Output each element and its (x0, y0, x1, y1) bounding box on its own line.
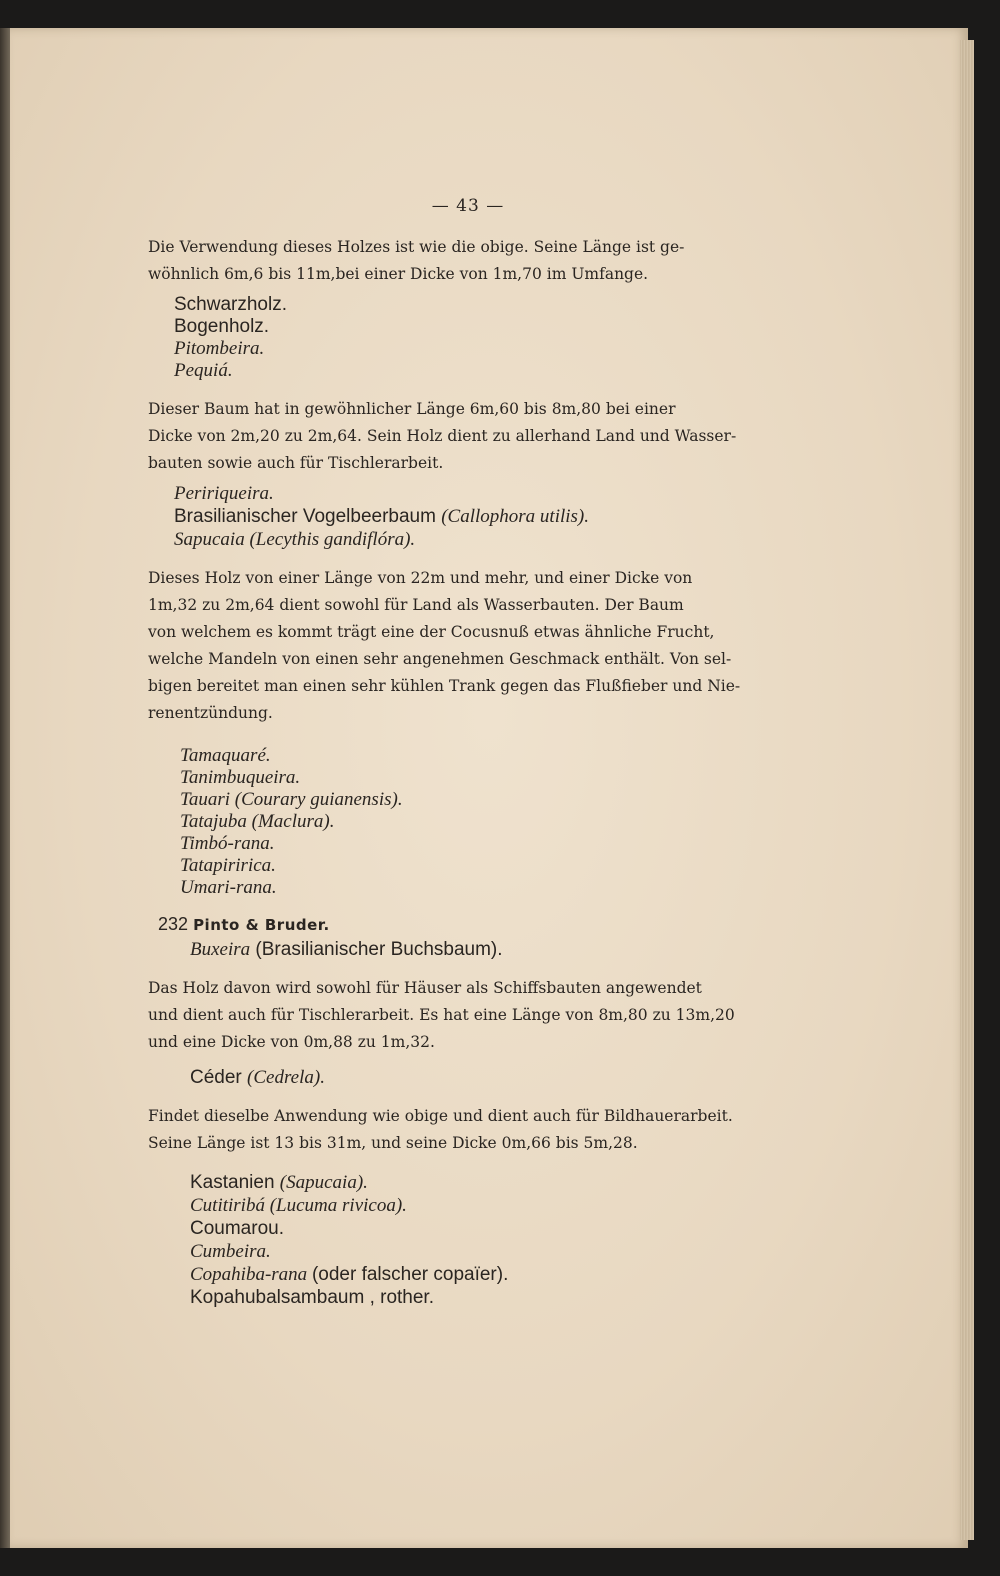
text-line: Seine Länge ist 13 bis 31m, und seine Dicke 0m,66 bis 5m,28. (148, 1134, 638, 1152)
exhibitor-heading (158, 913, 788, 936)
wood-list-1 (174, 294, 788, 382)
text-line: Dieser Baum hat in gewöhnlicher Länge 6m,60 bis 8m,80 bei einer (148, 400, 676, 418)
text-line: bauten sowie auch für Tischlerarbeit. (148, 454, 444, 472)
exhibitor-name: Pinto & Bruder. (193, 916, 330, 934)
text-line: und dient auch für Tischlerarbeit. Es hat eine Länge von 8m,80 zu 13m,20 (148, 1006, 735, 1024)
text-line: von welchem es kommt trägt eine der Cocusnuß etwas ähnliche Frucht, (148, 623, 715, 641)
exhibitor-number: 232 (158, 914, 189, 934)
text-line: welche Mandeln von einen sehr angenehmen Geschmack enthält. Von sel- (148, 650, 732, 668)
wood-list-2 (174, 483, 788, 551)
page-content (148, 196, 788, 1323)
list-item (190, 1263, 788, 1286)
list-item-latin: (Lucuma rivicoa). (269, 1195, 407, 1216)
list-item (190, 1066, 788, 1089)
wood-list-4 (190, 1171, 788, 1309)
text-line: 1m,32 zu 2m,64 dient sowohl für Land als Wasserbauten. Der Baum (148, 596, 684, 614)
page-edges (960, 40, 974, 1540)
list-item-latin: (Sapucaia). (279, 1172, 368, 1193)
list-item: Tamaquaré. (180, 745, 271, 766)
paragraph-buxeira (148, 975, 788, 1056)
paragraph-sapucaia (148, 565, 788, 727)
list-item-name: Copahiba-rana (190, 1264, 312, 1285)
list-item-name: Kastanien (190, 1172, 280, 1193)
paragraph-tree (148, 396, 788, 477)
ceder-entry (190, 1066, 788, 1089)
list-item-latin: (Lecythis gandiflóra). (249, 529, 416, 550)
list-item: Tatapiririca. (180, 855, 276, 876)
text-line: renentzündung. (148, 704, 273, 722)
list-item-name: Kopahubalsambaum , rother. (190, 1287, 434, 1308)
paragraph-usage (148, 234, 788, 288)
list-item: Pequiá. (174, 360, 233, 381)
text-line: Dieses Holz von einer Länge von 22m und mehr, und einer Dicke von (148, 569, 693, 587)
list-item-name: Buxeira (190, 939, 251, 960)
list-item-name: Coumarou. (190, 1218, 284, 1239)
list-item (190, 1171, 788, 1194)
list-item (190, 1217, 788, 1240)
list-item: Bogenholz. (174, 316, 270, 337)
list-item: Schwarzholz. (174, 294, 287, 315)
list-item: Peririqueira. (174, 483, 274, 504)
list-item-name: Sapucaia (174, 529, 250, 550)
text-line: Die Verwendung dieses Holzes ist wie die obige. Seine Länge ist ge- (148, 238, 685, 256)
text-line: Dicke von 2m,20 zu 2m,64. Sein Holz dient zu allerhand Land und Wasser- (148, 427, 737, 445)
list-item-latin: (Cedrela). (247, 1067, 325, 1088)
list-item: Timbó-rana. (180, 833, 275, 854)
list-item-name: Cumbeira. (190, 1241, 271, 1262)
list-item: Pitombeira. (174, 338, 265, 359)
list-item-latin: (Brasilianischer Buchsbaum). (250, 939, 503, 960)
text-line: wöhnlich 6m,6 bis 11m,bei einer Dicke von 1m,70 im Umfange. (148, 265, 649, 283)
list-item-name: Céder (190, 1067, 248, 1088)
list-item (174, 505, 788, 528)
wood-list-3 (180, 745, 788, 899)
buxeira-entry (190, 938, 788, 961)
list-item-latin: (oder falscher copaïer). (311, 1264, 509, 1285)
list-item-name: Brasilianischer Vogelbeerbaum (174, 506, 442, 527)
paragraph-ceder (148, 1103, 788, 1157)
list-item (190, 1240, 788, 1263)
list-item: Tanimbuqueira. (180, 767, 301, 788)
text-line: und eine Dicke von 0m,88 zu 1m,32. (148, 1033, 435, 1051)
list-item-name: Cutitiribá (190, 1195, 270, 1216)
list-item (190, 938, 788, 961)
list-item (190, 1194, 788, 1217)
list-item: Umari-rana. (180, 877, 277, 898)
list-item (190, 1286, 788, 1309)
list-item: Tatajuba (Maclura). (180, 811, 335, 832)
list-item: Tauari (Courary guianensis). (180, 789, 403, 810)
page-number: — 43 — (431, 196, 505, 216)
list-item (174, 528, 788, 551)
text-line: Das Holz davon wird sowohl für Häuser als Schiffsbauten angewendet (148, 979, 702, 997)
text-line: Findet dieselbe Anwendung wie obige und dient auch für Bildhauerarbeit. (148, 1107, 733, 1125)
text-line: bigen bereitet man einen sehr kühlen Trank gegen das Flußfieber und Nie- (148, 677, 741, 695)
list-item-latin: (Callophora utilis). (441, 506, 590, 527)
